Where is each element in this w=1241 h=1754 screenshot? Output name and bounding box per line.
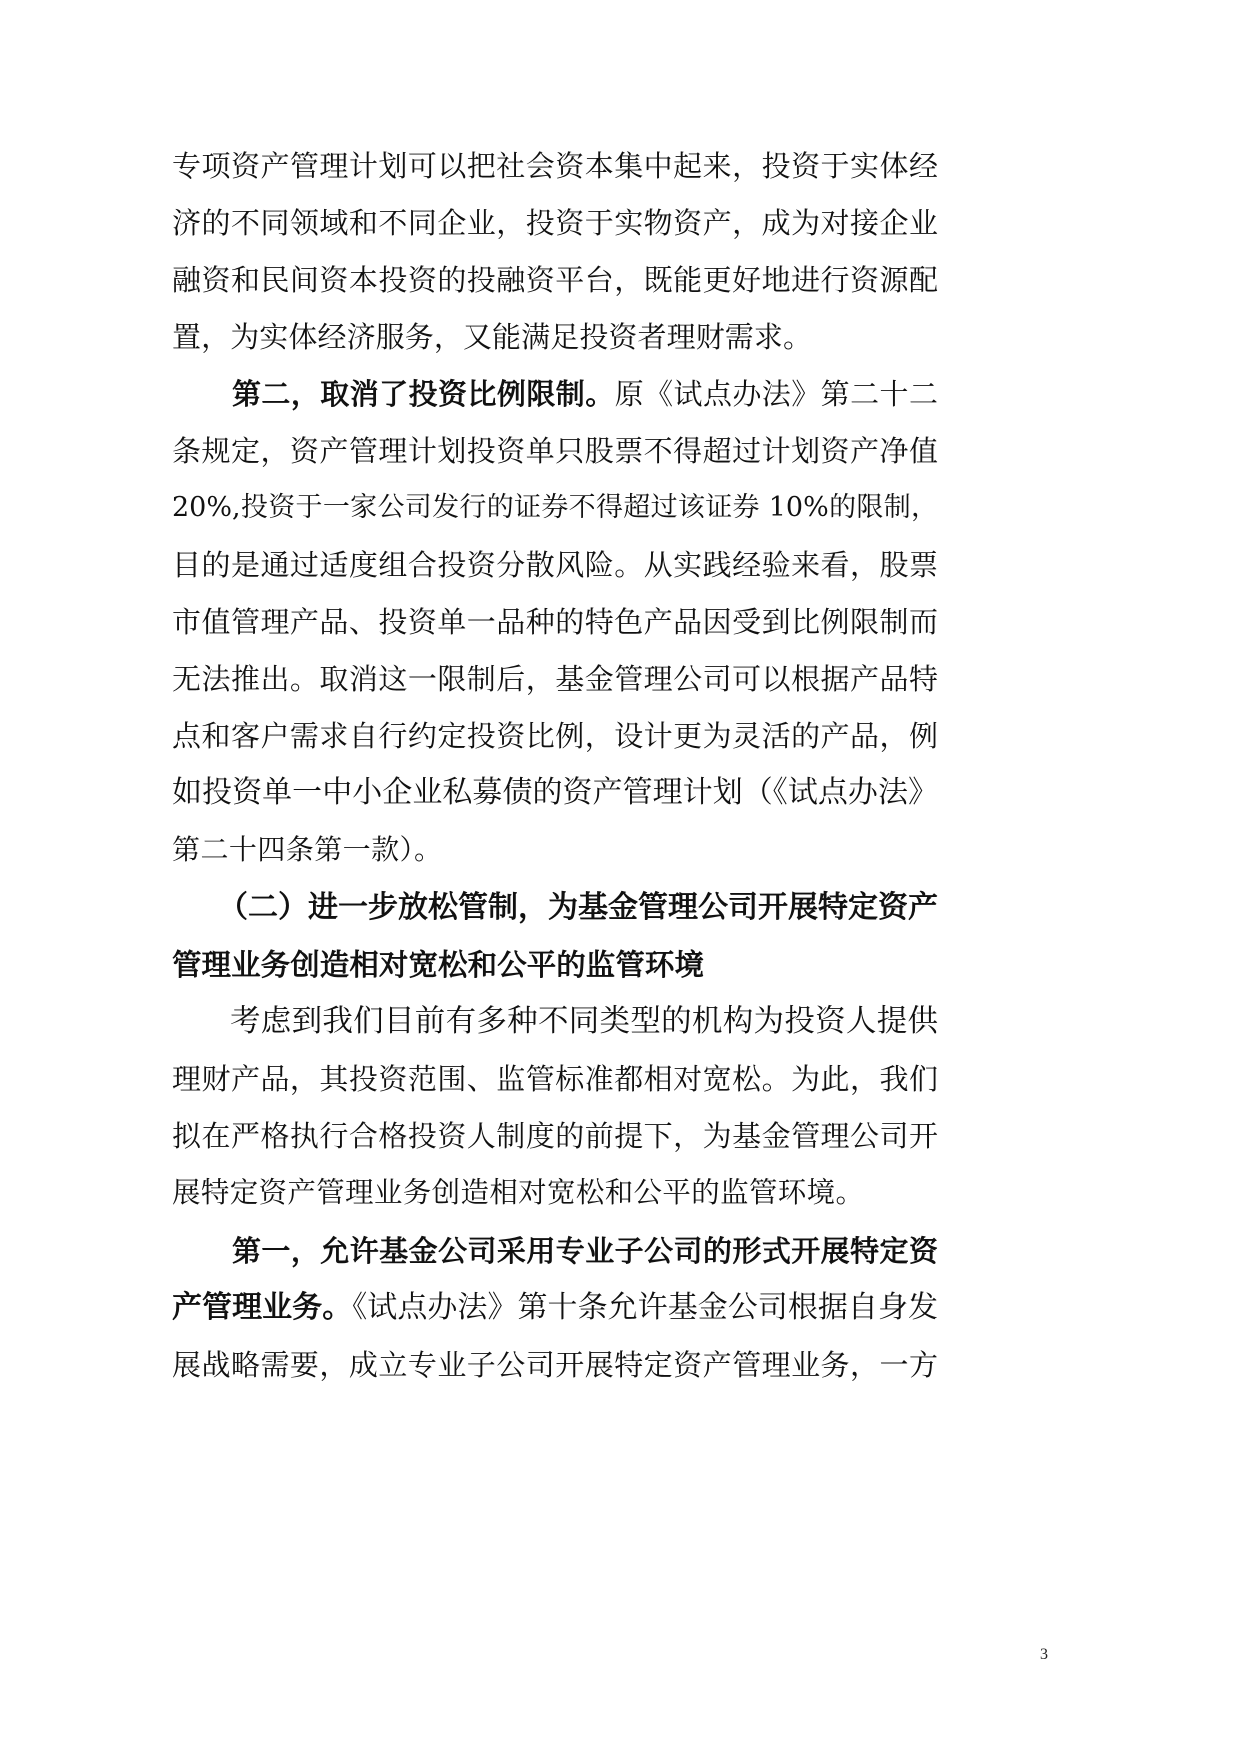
text-segment: 第二十四条第一款）。: [172, 833, 442, 866]
text-segment: 融资和民间资本投资的投融资平台，既能更好地进行资源配: [172, 263, 938, 297]
text-line-h2-l1: [218, 878, 938, 938]
text-segment: 目的是通过适度组合投资分散风险。从实践经验来看，股票: [172, 548, 938, 582]
text-line-p3-l3: [172, 1106, 938, 1166]
text-segment: 原《试点办法》第二十二: [614, 377, 938, 411]
text-line-p2-l1: [232, 364, 938, 424]
text-segment: 20%,投资于一家公司发行的证券不得超过该证券 10%的限制，: [172, 492, 938, 523]
text-segment: 济的不同领域和不同企业，投资于实物资产，成为对接企业: [172, 206, 938, 240]
bold-text-segment: 管理业务创造相对宽松和公平的监管环境: [172, 947, 704, 982]
text-line-p1-l1: [172, 136, 938, 196]
text-segment: 条规定，资产管理计划投资单只股票不得超过计划资产净值: [172, 434, 938, 468]
text-line-p4-l3: [172, 1335, 938, 1395]
text-line-p4-l2: [172, 1278, 938, 1338]
bold-text-segment: 第二，取消了投资比例限制。: [232, 377, 615, 411]
text-segment: 置，为实体经济服务，又能满足投资者理财需求。: [172, 320, 812, 354]
text-segment: 《试点办法》第十条允许基金公司根据自身发: [352, 1290, 939, 1325]
text-segment: 市值管理产品、投资单一品种的特色产品因受到比例限制而: [172, 605, 938, 639]
bold-text-segment: 产管理业务。: [172, 1290, 353, 1325]
text-segment: 拟在严格执行合格投资人制度的前提下，为基金管理公司开: [172, 1119, 938, 1153]
text-line-p2-l7: [172, 706, 938, 766]
text-segment: 理财产品，其投资范围、监管标准都相对宽松。为此，我们: [172, 1062, 938, 1096]
text-segment: 展特定资产管理业务创造相对宽松和公平的监管环境。: [172, 1176, 864, 1209]
text-line-p1-l2: [172, 193, 938, 253]
text-line-p3-l1: [230, 992, 938, 1052]
text-segment: 展战略需要，成立专业子公司开展特定资产管理业务，一方: [172, 1348, 938, 1382]
text-line-p2-l4: [172, 535, 938, 595]
text-line-p2-l8: [172, 763, 938, 823]
text-line-h2-l2: [172, 935, 704, 995]
text-segment: 如投资单一中小企业私募债的资产管理计划（《试点办法》: [172, 775, 938, 810]
bold-text-segment: 第一，允许基金公司采用专业子公司的形式开展特定资: [232, 1234, 938, 1268]
text-line-p1-l3: [172, 250, 938, 310]
text-segment: 专项资产管理计划可以把社会资本集中起来，投资于实体经: [172, 149, 938, 183]
text-line-p3-l2: [172, 1049, 938, 1109]
text-line-p2-l3: [172, 478, 938, 538]
text-line-p2-l2: [172, 421, 938, 481]
text-line-p1-l4: [172, 307, 812, 367]
text-segment: 考虑到我们目前有多种不同类型的机构为投资人提供: [230, 1004, 938, 1039]
page-number: 3: [1040, 1646, 1048, 1663]
text-line-p2-l6: [172, 649, 938, 709]
text-line-p4-l1: [232, 1221, 938, 1281]
text-line-p2-l5: [172, 592, 938, 652]
bold-text-segment: （二）进一步放松管制，为基金管理公司开展特定资产: [218, 890, 938, 925]
text-line-p2-l9: [172, 820, 442, 880]
text-line-p3-l4: [172, 1163, 864, 1223]
text-segment: 点和客户需求自行约定投资比例，设计更为灵活的产品，例: [172, 719, 938, 753]
text-segment: 无法推出。取消这一限制后，基金管理公司可以根据产品特: [172, 662, 938, 696]
